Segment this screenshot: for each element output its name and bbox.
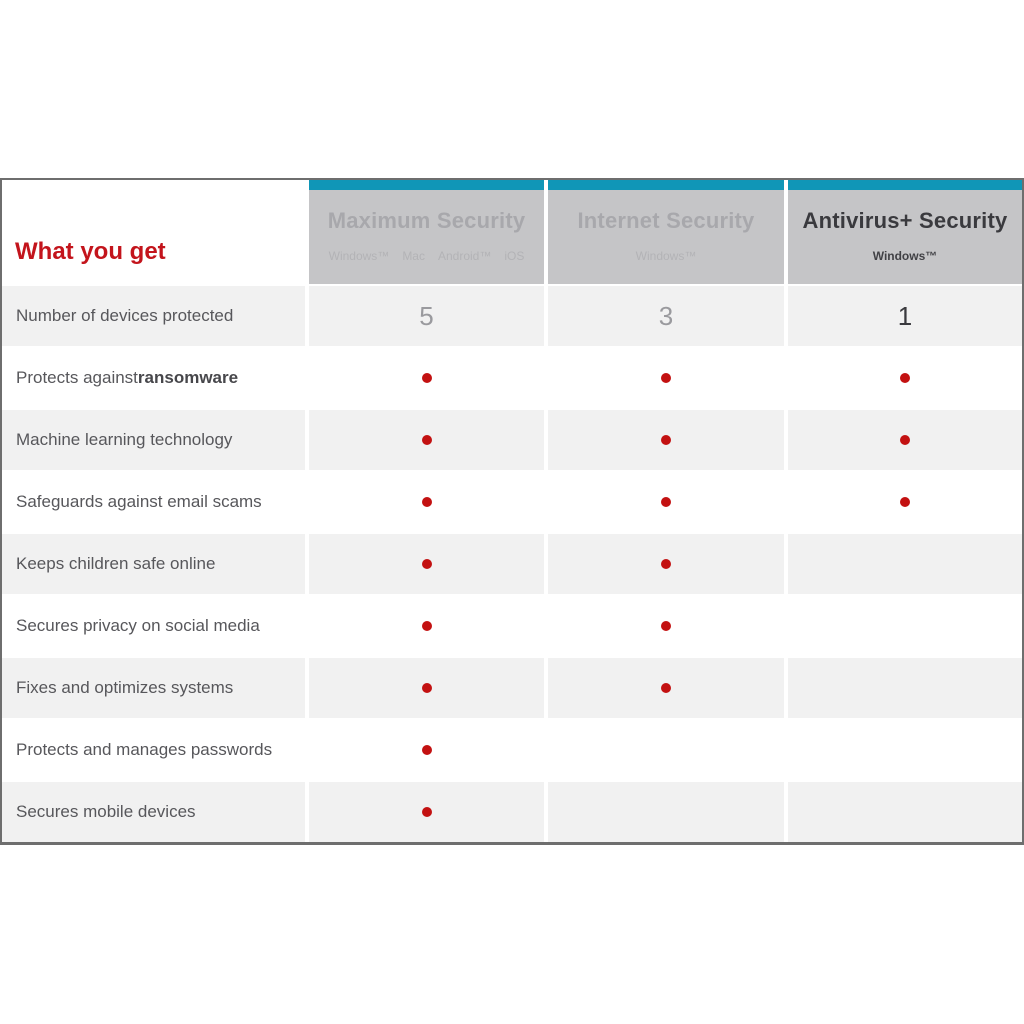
feature-label-cell: [2, 472, 305, 532]
feature-label: Protects and manages passwords: [16, 740, 273, 759]
feature-label-cell: [2, 720, 305, 780]
feature-value-cell: [788, 348, 1022, 408]
feature-label: Number of devices protected: [16, 306, 234, 325]
feature-label-cell: [2, 782, 305, 842]
feature-label-cell: [2, 286, 305, 346]
platform-label: Windows™: [328, 249, 390, 263]
product-title: Maximum Security: [327, 208, 526, 233]
included-dot-icon: [661, 559, 671, 569]
column-header-1: [309, 180, 544, 284]
included-dot-icon: [422, 745, 432, 755]
column-accent-bar: [788, 180, 1022, 190]
feature-value-cell: [548, 658, 784, 718]
feature-value-cell: [548, 472, 784, 532]
feature-label-cell: [2, 348, 305, 408]
feature-value-cell: [788, 658, 1022, 718]
included-dot-icon: [900, 497, 910, 507]
feature-value-cell: [788, 410, 1022, 470]
feature-value-cell: [788, 782, 1022, 842]
device-count: 5: [419, 301, 434, 331]
included-dot-icon: [900, 373, 910, 383]
feature-label-bold: ransomware: [137, 368, 239, 387]
platform-label: iOS: [504, 249, 525, 263]
included-dot-icon: [422, 807, 432, 817]
platform-label: Android™: [437, 249, 492, 263]
feature-label: Protects against: [16, 368, 138, 387]
included-dot-icon: [422, 559, 432, 569]
included-dot-icon: [661, 497, 671, 507]
column-accent-bar: [309, 180, 544, 190]
feature-value-cell: [548, 720, 784, 780]
feature-value-cell: [788, 534, 1022, 594]
included-dot-icon: [900, 435, 910, 445]
platform-label: Windows™: [872, 249, 938, 263]
feature-label: Secures privacy on social media: [16, 616, 260, 635]
feature-label: Fixes and optimizes systems: [16, 678, 234, 697]
platform-list: [548, 249, 784, 263]
device-count: 1: [897, 301, 913, 331]
column-header-2: [548, 180, 784, 284]
included-dot-icon: [661, 373, 671, 383]
feature-value-cell: [309, 472, 544, 532]
feature-label-cell: [2, 596, 305, 656]
feature-value-cell: [309, 658, 544, 718]
feature-value-cell: [548, 286, 784, 346]
feature-value-cell: [309, 596, 544, 656]
included-dot-icon: [422, 683, 432, 693]
product-title: Antivirus+ Security: [802, 208, 1008, 233]
column-header-3: [788, 180, 1022, 284]
feature-value-cell: [788, 596, 1022, 656]
included-dot-icon: [422, 621, 432, 631]
included-dot-icon: [661, 435, 671, 445]
feature-label-cell: [2, 658, 305, 718]
platform-label: Mac: [402, 249, 425, 263]
feature-value-cell: [548, 410, 784, 470]
feature-value-cell: [548, 348, 784, 408]
feature-value-cell: [548, 534, 784, 594]
included-dot-icon: [661, 683, 671, 693]
corner-cell: [2, 180, 305, 284]
feature-value-cell: [309, 410, 544, 470]
feature-label: Safeguards against email scams: [16, 492, 262, 511]
feature-value-cell: [548, 782, 784, 842]
platform-list: [309, 249, 544, 263]
platform-label: Windows™: [635, 249, 697, 263]
table-title: What you get: [15, 238, 166, 265]
column-accent-bar: [548, 180, 784, 190]
included-dot-icon: [422, 497, 432, 507]
included-dot-icon: [422, 435, 432, 445]
included-dot-icon: [661, 621, 671, 631]
feature-value-cell: [309, 720, 544, 780]
feature-value-cell: [788, 720, 1022, 780]
feature-value-cell: [548, 596, 784, 656]
feature-label: Secures mobile devices: [16, 802, 196, 821]
device-count: 3: [658, 301, 674, 331]
feature-label: Keeps children safe online: [16, 554, 216, 573]
feature-value-cell: [309, 534, 544, 594]
feature-value-cell: [309, 286, 544, 346]
product-comparison-table: [0, 178, 1024, 845]
included-dot-icon: [422, 373, 432, 383]
feature-label-cell: [2, 534, 305, 594]
feature-value-cell: [309, 782, 544, 842]
feature-label: Machine learning technology: [16, 430, 233, 449]
product-title: Internet Security: [577, 208, 755, 233]
feature-value-cell: [788, 286, 1022, 346]
feature-value-cell: [788, 472, 1022, 532]
feature-value-cell: [309, 348, 544, 408]
platform-list: [788, 249, 1022, 263]
feature-label-cell: [2, 410, 305, 470]
